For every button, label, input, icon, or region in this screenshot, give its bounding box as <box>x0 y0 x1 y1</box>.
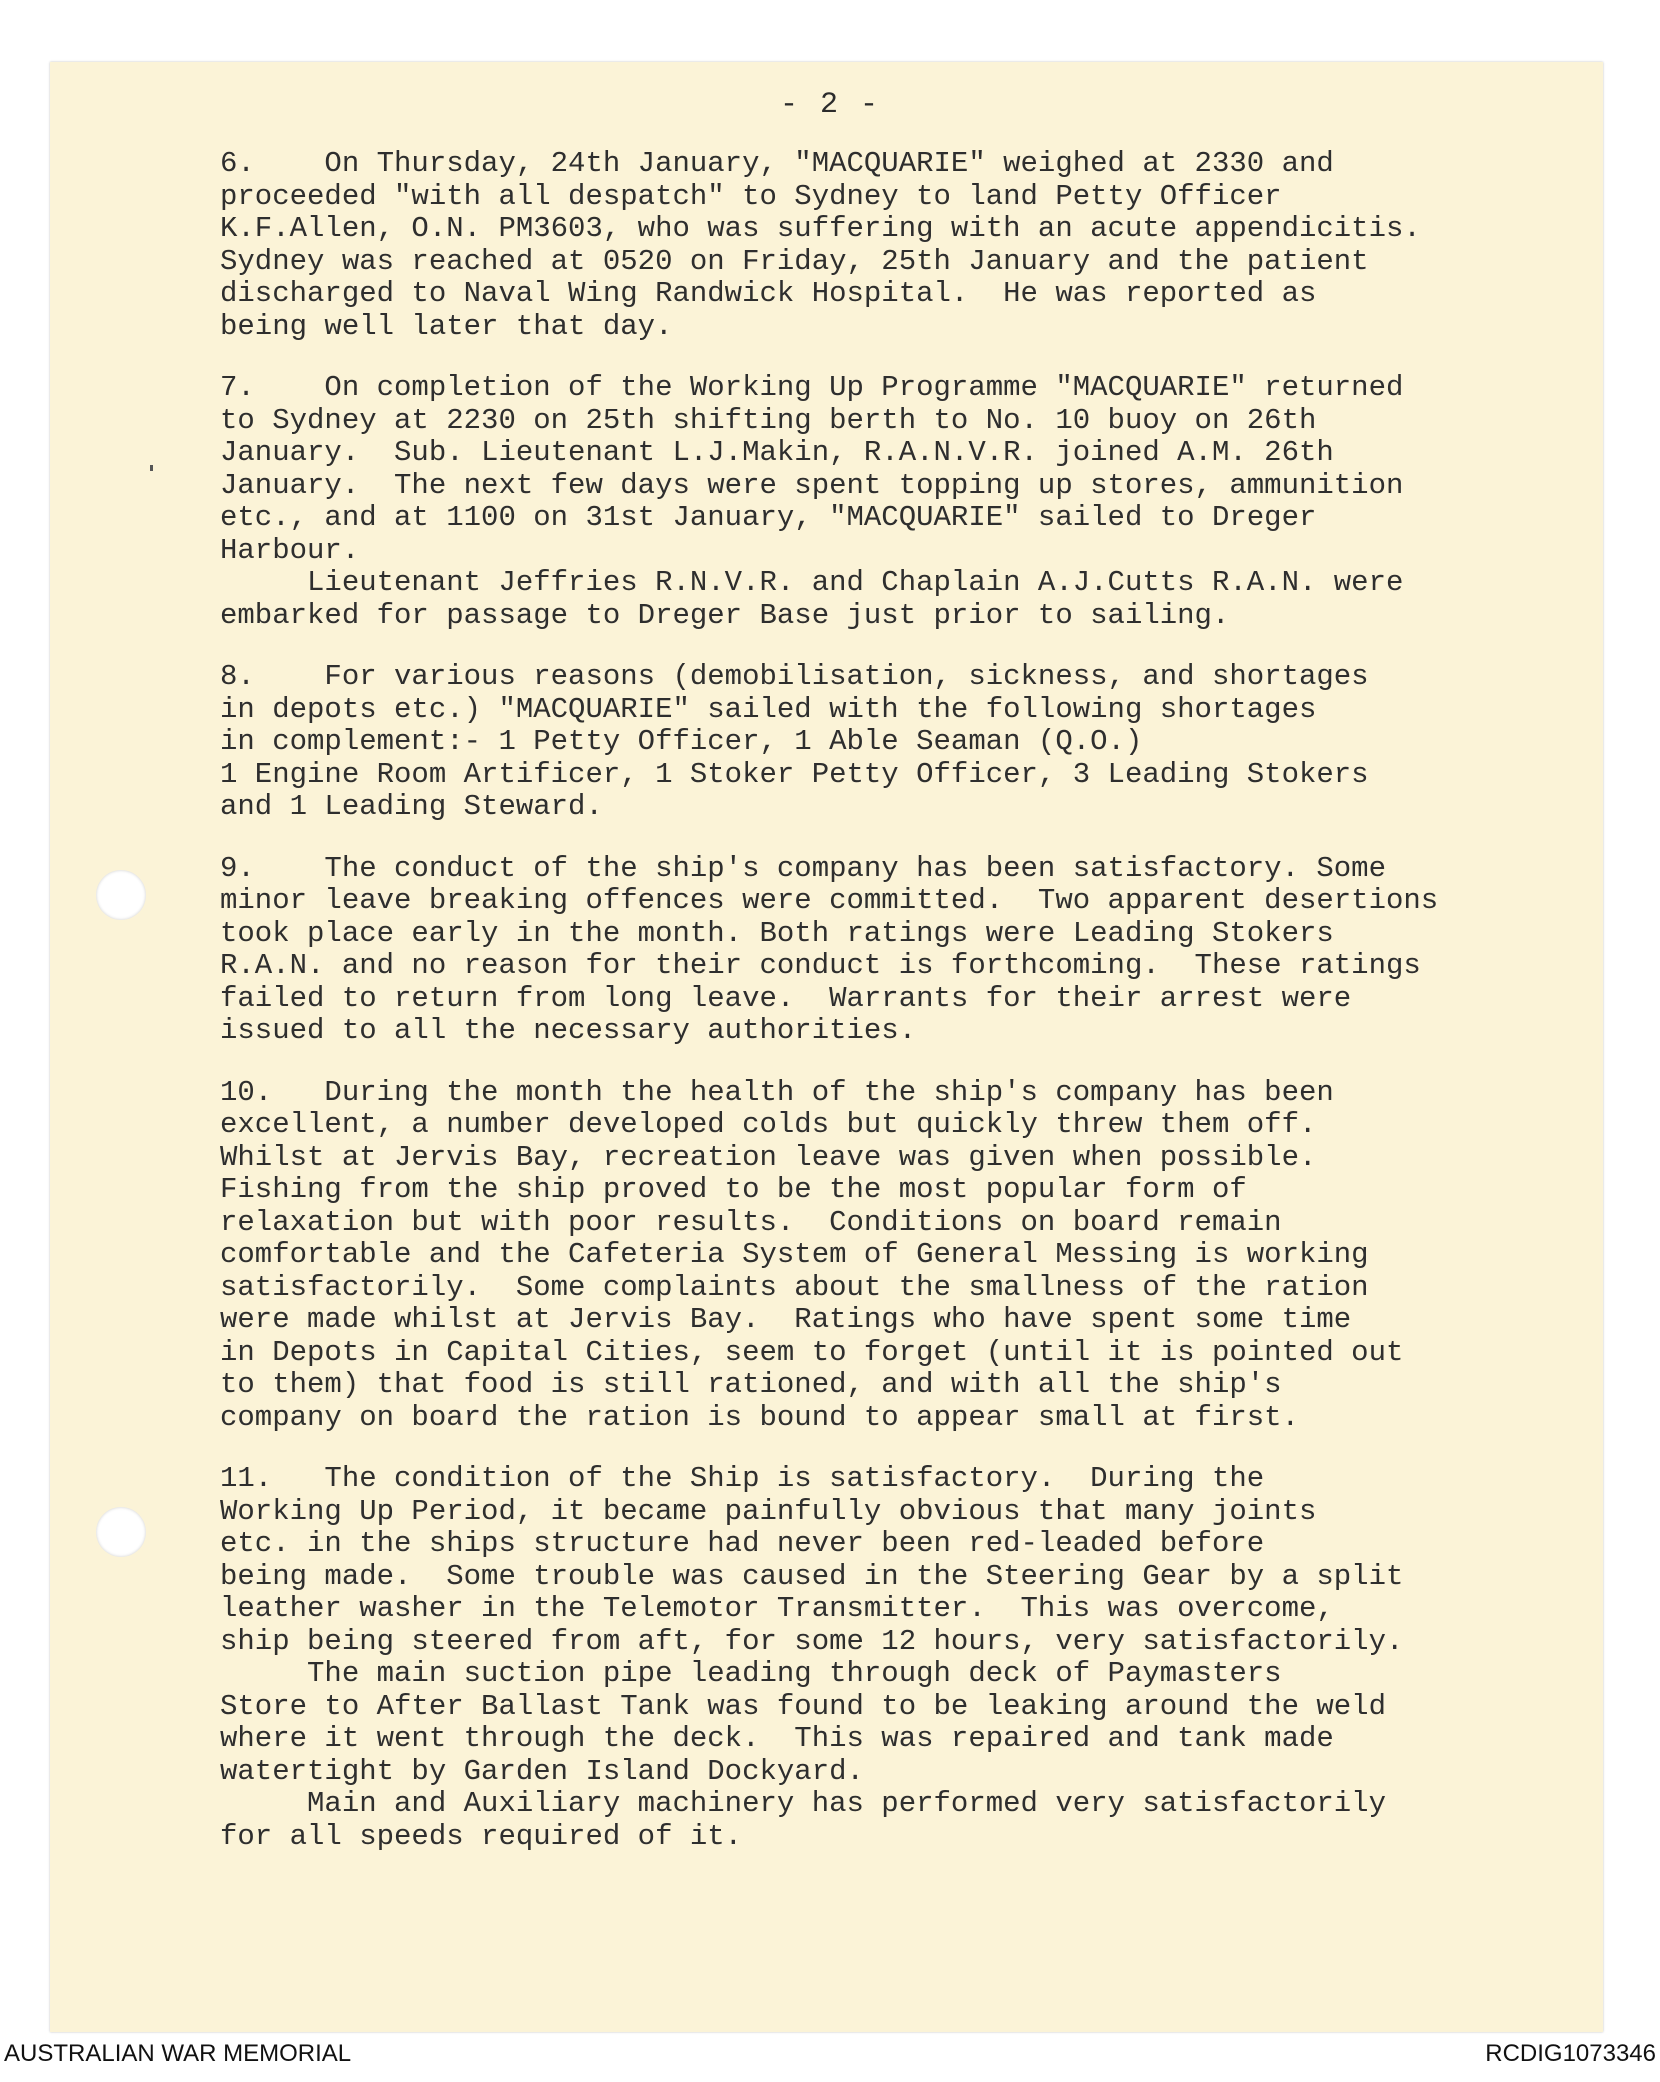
text-line: relaxation but with poor results. Conditions on board remain <box>220 1205 1282 1239</box>
text-line: being made. Some trouble was caused in the Steering Gear by a split <box>220 1559 1404 1593</box>
text-line: failed to return from long leave. Warrants for their arrest were <box>220 981 1352 1015</box>
text-line: Whilst at Jervis Bay, recreation leave was given when possible. <box>220 1140 1317 1174</box>
stray-mark <box>150 465 153 471</box>
text-line: proceeded "with all despatch" to Sydney to land Petty Officer <box>220 179 1282 213</box>
text-line: January. Sub. Lieutenant L.J.Makin, R.A.N.V.R. joined A.M. 26th <box>220 436 1334 469</box>
text-line: etc., and at 1100 on 31st January, "MACQUARIE" sailed to Dreger <box>220 501 1317 534</box>
paragraph-11 <box>220 1463 1580 1853</box>
text-line: Harbour. <box>220 533 360 567</box>
paragraph-6 <box>220 148 1580 343</box>
text-line: leather washer in the Telemotor Transmitter. This was overcome, <box>220 1592 1334 1625</box>
punch-hole-top <box>96 870 146 920</box>
text-line: issued to all the necessary authorities. <box>220 1014 917 1047</box>
text-line: company on board the ration is bound to appear small at first. <box>220 1400 1299 1434</box>
text-line: being well later that day. <box>220 309 673 343</box>
text-line: satisfactorily. Some complaints about the smallness of the ration <box>220 1270 1369 1304</box>
text-line: Lieutenant Jeffries R.N.V.R. and Chaplain A.J.Cutts R.A.N. were <box>220 566 1404 599</box>
text-line: 6. On Thursday, 24th January, "MACQUARIE" weighed at 2330 and <box>220 147 1334 180</box>
text-line: 7. On completion of the Working Up Programme "MACQUARIE" returned <box>220 371 1404 404</box>
text-line: and 1 Leading Steward. <box>220 790 603 823</box>
report-body <box>220 148 1580 1882</box>
text-line: were made whilst at Jervis Bay. Ratings who have spent some time <box>220 1303 1352 1336</box>
footer-record-id: RCDIG1073346 <box>1485 2040 1656 2067</box>
text-line: 8. For various reasons (demobilisation, sickness, and shortages <box>220 660 1369 693</box>
text-line: excellent, a number developed colds but quickly threw them off. <box>220 1108 1317 1141</box>
text-line: 9. The conduct of the ship's company has been satisfactory. Some <box>220 851 1386 885</box>
paragraph-8 <box>220 661 1580 824</box>
text-line: embarked for passage to Dreger Base just prior to sailing. <box>220 598 1230 632</box>
page-number: - 2 - <box>779 88 880 122</box>
text-line: 11. The condition of the Ship is satisfactory. During the <box>220 1462 1265 1495</box>
text-line: January. The next few days were spent topping up stores, ammunition <box>220 468 1404 502</box>
text-line: to Sydney at 2230 on 25th shifting berth to No. 10 buoy on 26th <box>220 403 1317 437</box>
text-line: etc. in the ships structure had never been red-leaded before <box>220 1527 1265 1560</box>
text-line: in complement:- 1 Petty Officer, 1 Able Seaman (Q.O.) <box>220 725 1143 758</box>
punch-hole-bottom <box>96 1507 146 1557</box>
text-line: Main and Auxiliary machinery has performed very satisfactorily <box>220 1787 1386 1820</box>
text-line: where it went through the deck. This was repaired and tank made <box>220 1722 1334 1755</box>
text-line: Fishing from the ship proved to be the most popular form of <box>220 1173 1247 1206</box>
text-line: Sydney was reached at 0520 on Friday, 25th January and the patient <box>220 244 1369 278</box>
text-line: 1 Engine Room Artificer, 1 Stoker Petty Officer, 3 Leading Stokers <box>220 757 1369 791</box>
text-line: The main suction pipe leading through deck of Paymasters <box>220 1657 1282 1690</box>
paragraph-7 <box>220 372 1580 632</box>
text-line: discharged to Naval Wing Randwick Hospital. He was reported as <box>220 277 1317 310</box>
text-line: watertight by Garden Island Dockyard. <box>220 1754 864 1788</box>
paragraph-10 <box>220 1077 1580 1435</box>
text-line: Store to After Ballast Tank was found to be leaking around the weld <box>220 1689 1386 1723</box>
text-line: in depots etc.) "MACQUARIE" sailed with the following shortages <box>220 692 1317 726</box>
text-line: ship being steered from aft, for some 12 hours, very satisfactorily. <box>220 1624 1404 1658</box>
text-line: Working Up Period, it became painfully obvious that many joints <box>220 1494 1317 1528</box>
text-line: minor leave breaking offences were committed. Two apparent desertions <box>220 884 1439 917</box>
text-line: 10. During the month the health of the ship's company has been <box>220 1075 1334 1109</box>
paragraph-9 <box>220 853 1580 1048</box>
text-line: to them) that food is still rationed, and with all the ship's <box>220 1368 1282 1401</box>
text-line: R.A.N. and no reason for their conduct is forthcoming. These ratings <box>220 949 1421 982</box>
text-line: for all speeds required of it. <box>220 1819 743 1853</box>
text-line: took place early in the month. Both ratings were Leading Stokers <box>220 916 1334 950</box>
footer-archive-name: AUSTRALIAN WAR MEMORIAL <box>4 2040 352 2067</box>
text-line: in Depots in Capital Cities, seem to forget (until it is pointed out <box>220 1335 1404 1369</box>
text-line: K.F.Allen, O.N. PM3603, who was suffering with an acute appendicitis. <box>220 212 1421 245</box>
text-line: comfortable and the Cafeteria System of General Messing is working <box>220 1238 1369 1271</box>
